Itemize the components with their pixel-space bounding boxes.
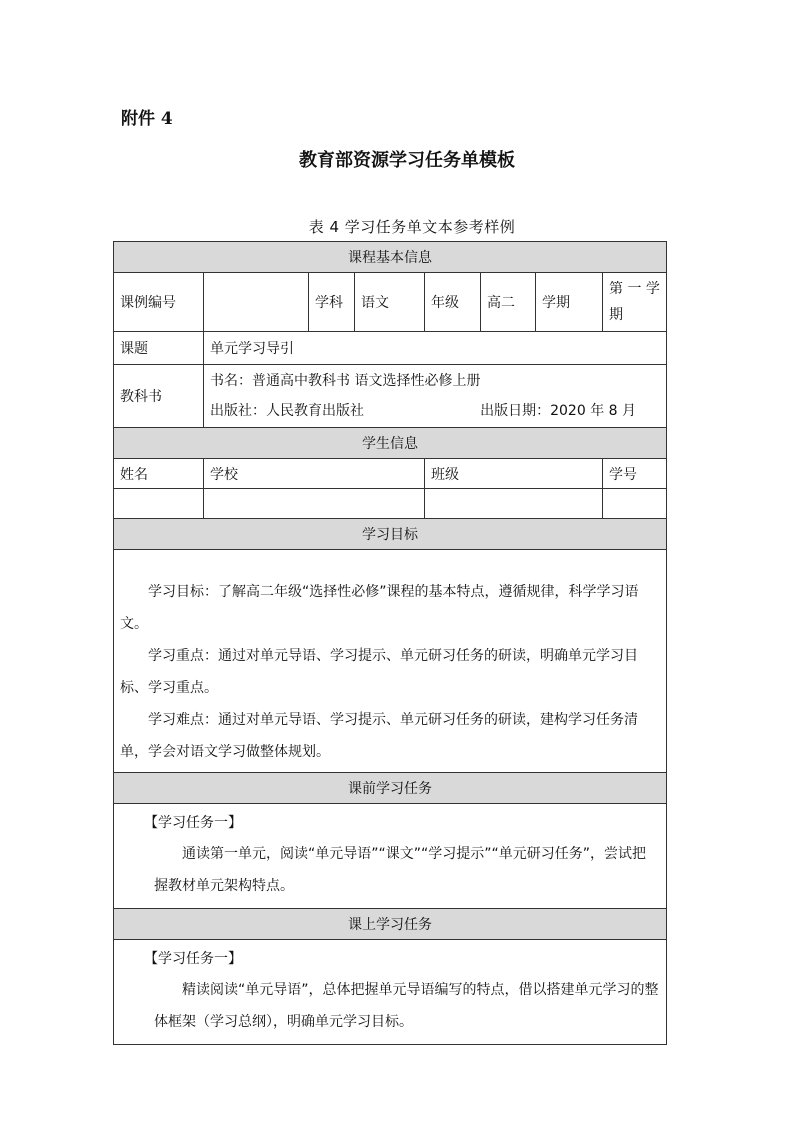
- student-info-header: 学生信息: [114, 428, 667, 459]
- grade-value: 高二: [481, 273, 536, 332]
- id-label: 学号: [603, 459, 667, 489]
- goals-header: 学习目标: [114, 519, 667, 550]
- pre-class-task-text: 通读第一单元，阅读“单元导语”“课文”“学习提示”“单元研习任务”，尝试把握教材单元架构特点。: [154, 846, 647, 894]
- textbook-label: 教科书: [114, 365, 204, 428]
- grade-label: 年级: [425, 273, 481, 332]
- class-input-cell[interactable]: [425, 489, 603, 519]
- publisher-line: [210, 396, 660, 426]
- goal-text: 学习目标：了解高二年级“选择性必修”课程的基本特点，遵循规律，科学学习语文。: [120, 584, 639, 632]
- class-label: 班级: [425, 459, 603, 489]
- pre-class-task-title: 【学习任务一】: [144, 815, 242, 831]
- case-no-label: 课例编号: [114, 273, 204, 332]
- school-input-cell[interactable]: [204, 489, 425, 519]
- task-sheet-table: [113, 241, 667, 1045]
- in-class-header: 课上学习任务: [114, 909, 667, 940]
- pre-class-header: 课前学习任务: [114, 773, 667, 804]
- topic-label: 课题: [114, 332, 204, 365]
- key-points-text: 学习重点：通过对单元导语、学习提示、单元研习任务的研读，明确单元学习目标、学习重点。: [120, 648, 638, 696]
- term-value: [603, 273, 667, 332]
- table-caption: 表 4 学习任务单文本参考样例: [308, 218, 516, 236]
- difficulties-text: 学习难点：通过对单元导语、学习提示、单元研习任务的研读，建构学习任务清单，学会对语文学习做整体规划。: [120, 712, 638, 760]
- goals-cell: [114, 550, 667, 773]
- subject-value: 语文: [355, 273, 425, 332]
- id-input-cell[interactable]: [603, 489, 667, 519]
- subject-label: 学科: [309, 273, 355, 332]
- textbook-info: [204, 365, 667, 428]
- case-no-value: [204, 273, 309, 332]
- name-label: 姓名: [114, 459, 204, 489]
- school-label: 学校: [204, 459, 425, 489]
- term-value-line2: 期: [609, 307, 623, 323]
- basic-info-header: 课程基本信息: [114, 242, 667, 273]
- book-name: 书名：普通高中教科书 语文选择性必修上册: [210, 373, 481, 389]
- in-class-cell: [114, 940, 667, 1045]
- attachment-label: 附件 4: [121, 109, 173, 129]
- topic-value: 单元学习导引: [204, 332, 667, 365]
- term-label: 学期: [536, 273, 603, 332]
- name-input-cell[interactable]: [114, 489, 204, 519]
- in-class-task-text: 精读阅读“单元导语”，总体把握单元导语编写的特点，借以搭建单元学习的整体框架（学习总纲），明确单元学习目标。: [154, 982, 659, 1030]
- pre-class-cell: [114, 804, 667, 909]
- publisher: 出版社：人民教育出版社: [210, 403, 364, 419]
- in-class-task-title: 【学习任务一】: [144, 951, 242, 967]
- term-value-line1: 第 一 学: [609, 281, 660, 297]
- publish-date: 出版日期：2020 年 8 月: [480, 403, 636, 419]
- document-title: 教育部资源学习任务单模板: [299, 150, 515, 171]
